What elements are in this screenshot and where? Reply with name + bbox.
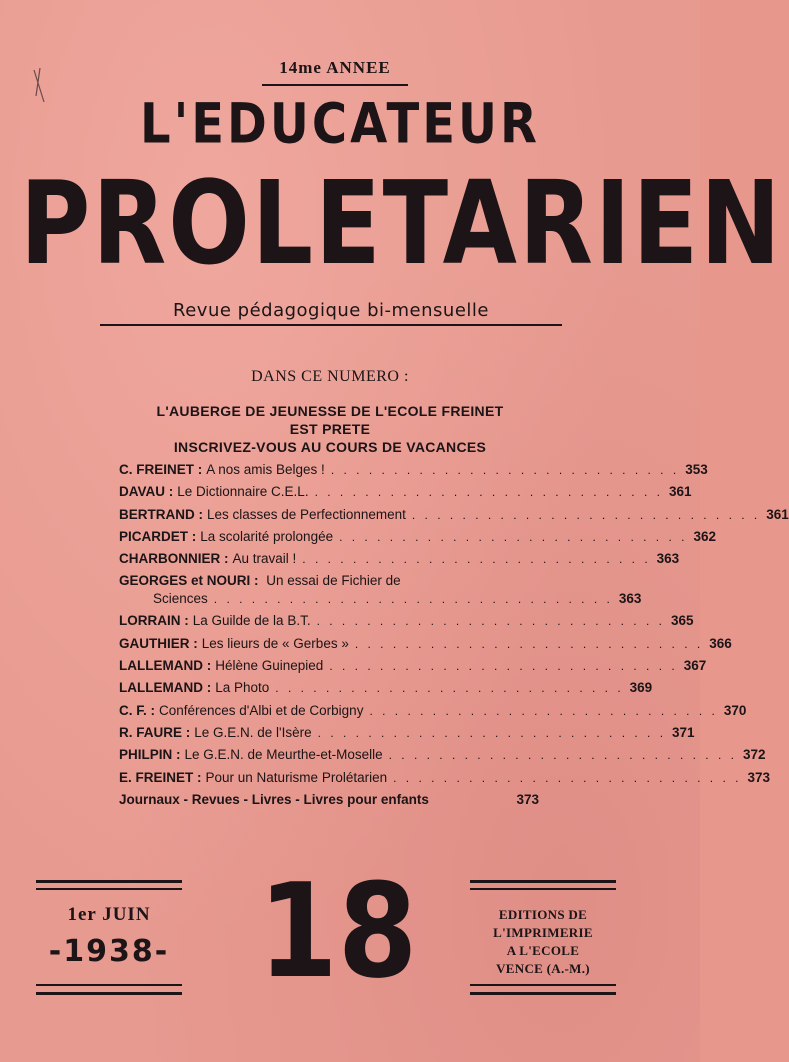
toc-leader: . . . . . . . . . . . . . . . . . . . . . . . . . . . . (330, 463, 680, 477)
toc-leader: . . . . . . . . . . . . . . . . . . . . . . . . . . . . (317, 725, 667, 740)
toc-title: A nos amis Belges ! (206, 462, 325, 477)
toc-author: C. F. : (119, 702, 155, 718)
publisher-line-1: EDITIONS DE (498, 907, 588, 922)
contents-heading: DANS CE NUMERO : (251, 368, 409, 385)
toc-title: Pour un Naturisme Prolétarien (205, 769, 388, 785)
masthead-subtitle: Revue pédagogique bi-mensuelle (173, 300, 489, 321)
toc-page: 362 (693, 528, 716, 544)
publisher-rule-bottom-2 (470, 992, 616, 995)
date-rule-top-2 (36, 888, 182, 890)
toc-page: 373 (747, 769, 771, 785)
toc-page: 371 (672, 724, 695, 740)
toc-title: La scolarité prolongée (200, 528, 334, 544)
toc-leader: . . . . . . . . . . . . . . . . . . . . . . . . . . . . (393, 770, 742, 785)
toc-title-continued: Sciences (153, 591, 208, 607)
toc-author: DAVAU : (119, 484, 174, 500)
toc-author: LALLEMAND : (119, 680, 212, 696)
pencil-mark (30, 66, 60, 106)
toc-entry (119, 610, 694, 632)
toc-author: Journaux - Revues - Livres - Livres pour enfants (119, 791, 429, 807)
toc-leader: . . . . . . . . . . . . . . . . . . . . . . . . . . . . (314, 485, 663, 500)
toc-title: La Photo (215, 680, 270, 696)
masthead-line-1: L'EDUCATEUR (139, 91, 540, 157)
toc-page: 370 (723, 702, 747, 718)
toc-page: 361 (668, 484, 692, 500)
toc-leader: . . . . . . . . . . . . . . . . . . . . . . . . . . . . (369, 703, 718, 718)
toc-entry (119, 700, 747, 722)
toc-page: 353 (685, 462, 708, 477)
toc-page: 361 (766, 506, 789, 522)
publisher-line-2: L'IMPRIMERIE (493, 925, 593, 940)
subtitle-underline (100, 324, 562, 326)
toc-entry (119, 722, 695, 744)
issue-number: 18 (258, 855, 418, 1007)
toc-entry-continuation (119, 590, 642, 610)
toc-leader: . . . . . . . . . . . . . . . . . . . . . . . . . . . . (388, 748, 737, 763)
masthead-line-2: PROLETARIEN (20, 156, 783, 291)
toc-title: Le G.E.N. de l'Isère (194, 724, 312, 740)
date-rule-bottom-2 (36, 992, 182, 995)
toc-page: 367 (683, 658, 707, 674)
toc-leader: . . . . . . . . . . . . . . . . . . . . . . . . . . . . (302, 552, 651, 567)
toc-page: 363 (618, 591, 642, 607)
publisher-line-3: A L'ECOLE (506, 943, 580, 958)
publisher-line-4: VENCE (A.-M.) (496, 961, 590, 976)
toc-author: E. FREINET : (119, 769, 202, 785)
publisher-rule-top-1 (470, 880, 616, 883)
toc-author: PICARDET : (119, 528, 197, 544)
toc-page: 366 (709, 635, 732, 651)
toc-leader: . . . . . . . . . . . . . . . . . . . . . . . . . . . . (339, 529, 688, 544)
toc-page: 372 (742, 747, 766, 763)
toc-entry (119, 526, 716, 548)
toc-leader: . . . . . . . . . . . . . . . . . . . . . . . . . . . . (275, 681, 624, 696)
toc-page: 365 (670, 613, 694, 629)
toc-author: CHARBONNIER : (119, 551, 229, 567)
toc-author: GAUTHIER : (119, 635, 198, 651)
toc-title: Le G.E.N. de Meurthe-et-Moselle (184, 747, 383, 763)
publisher-rule-top-2 (470, 888, 616, 890)
toc-entry (119, 481, 692, 503)
date-rule-top-1 (36, 880, 182, 883)
toc-leader: . . . . . . . . . . . . . . . . . . . . . . . . . . . . (316, 614, 665, 629)
toc-entry (119, 789, 539, 811)
toc-entry (119, 677, 653, 699)
toc-entry (119, 459, 708, 481)
toc-entry-first-line (119, 572, 539, 590)
toc-author: C. FREINET : (119, 462, 203, 477)
toc-page: 373 (516, 791, 539, 807)
issue-date-day: 1er JUIN (67, 904, 151, 925)
toc-title: Hélène Guinepied (215, 658, 324, 674)
publisher-block (470, 906, 616, 978)
toc-title: Le Dictionnaire C.E.L. (177, 484, 309, 500)
toc-title: La Guilde de la B.T. (192, 613, 311, 629)
toc-entry (119, 767, 771, 789)
date-rule-bottom-1 (36, 984, 182, 986)
toc-entry (119, 744, 766, 766)
toc-author: BERTRAND : (119, 506, 203, 522)
toc-leader: . . . . . . . . . . . . . . . . . . . . . . . . . . . . . . . . (213, 592, 613, 607)
toc-author: LORRAIN : (119, 613, 189, 629)
publisher-rule-bottom-1 (470, 984, 616, 986)
headline-3: INSCRIVEZ-VOUS AU COURS DE VACANCES (173, 439, 487, 455)
toc-title: Un essai de Fichier de (266, 573, 401, 589)
toc-leader: . . . . . . . . . . . . . . . . . . . . . . . . . . . . (329, 659, 678, 674)
toc-page: 369 (629, 680, 653, 696)
toc-title: Les lieurs de « Gerbes » (201, 635, 349, 651)
headline-2: EST PRETE (289, 421, 371, 437)
toc-title: Les classes de Perfectionnement (207, 506, 406, 522)
issue-date-year: -1938- (48, 934, 170, 969)
edition-year: 14me ANNEE (279, 58, 391, 77)
toc-title: Au travail ! (232, 551, 297, 567)
edition-underline (262, 84, 408, 86)
toc-entry (119, 570, 642, 610)
toc-entry (119, 504, 789, 526)
toc-title: Conférences d'Albi et de Corbigny (159, 702, 364, 718)
toc-page: 363 (656, 551, 680, 567)
toc-leader: . . . . . . . . . . . . . . . . . . . . . . . . . . . . (411, 507, 761, 522)
toc-entry (119, 655, 707, 677)
toc-author: GEORGES et NOURI : (119, 573, 259, 589)
toc-entry (119, 548, 680, 570)
toc-leader: . . . . . . . . . . . . . . . . . . . . . . . . . . . . (354, 636, 704, 651)
toc-author: PHILPIN : (119, 747, 181, 763)
toc-author: R. FAURE : (119, 724, 191, 740)
headline-1: L'AUBERGE DE JEUNESSE DE L'ECOLE FREINET (156, 403, 504, 419)
toc-author: LALLEMAND : (119, 658, 212, 674)
table-of-contents (119, 459, 789, 811)
toc-entry (119, 633, 732, 655)
